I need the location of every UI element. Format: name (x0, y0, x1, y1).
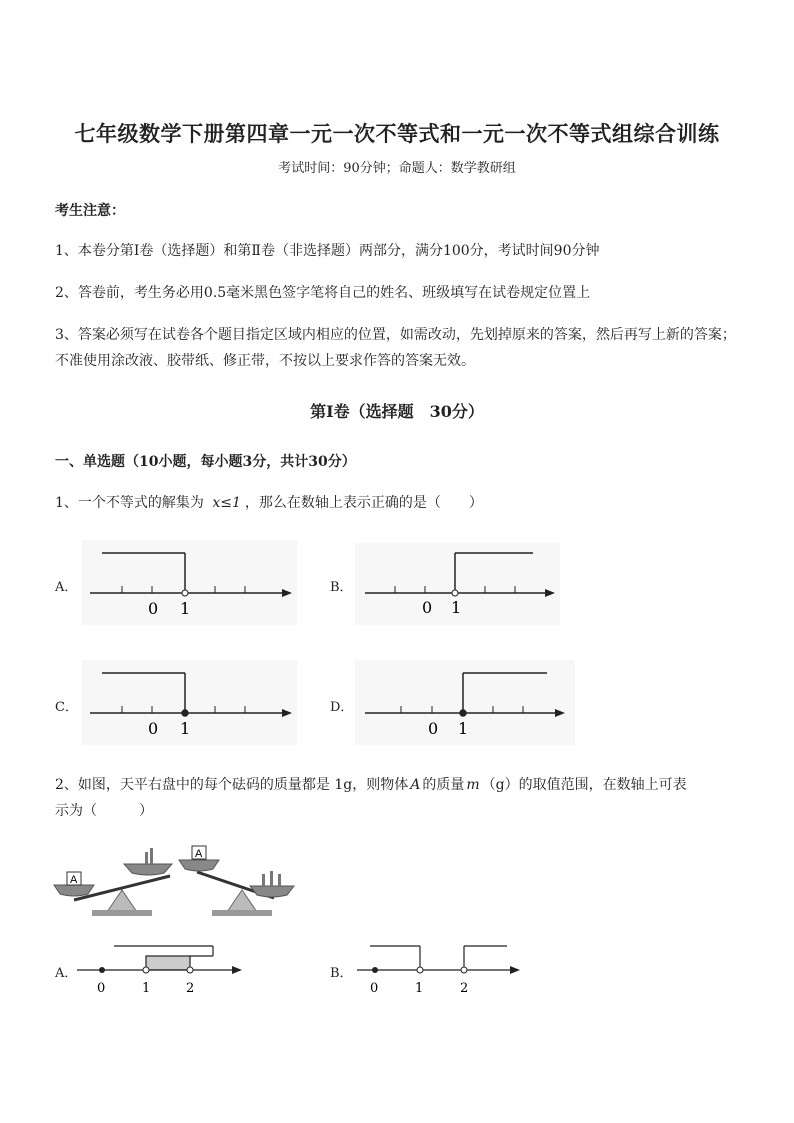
page-subtitle: 考试时间：90分钟；命题人：数学教研组 (278, 161, 516, 176)
tick-label-0: 0 (97, 981, 106, 996)
question-1-stem (55, 490, 745, 516)
tick-label-0: 0 (422, 598, 433, 617)
page-title: 七年级数学下册第四章一元一次不等式和一元一次不等式组综合训练 (74, 121, 720, 146)
q2-option-a-numberline (72, 938, 247, 1000)
question-1-math: x≤1 (212, 495, 241, 511)
tick-label-1: 1 (458, 719, 469, 738)
q1-option-c-numberline (82, 660, 297, 745)
point-1 (143, 967, 149, 973)
closed-point (182, 710, 188, 716)
open-point (182, 590, 188, 596)
part-title: 一、单选题（10小题，每小题3分，共计30分） (55, 454, 356, 470)
note-item-2: 2、答卷前，考生务必用0.5毫米黑色签字笔将自己的姓名、班级填写在试卷规定位置上 (55, 285, 591, 301)
axis-arrow (282, 709, 292, 717)
question-2-text-c: （g）的取值范围，在数轴上可表 (481, 777, 687, 793)
note-item-3: 3、答案必须写在试卷各个题目指定区域内相应的位置，如需改动，先划掉原来的答案，然后再写上新的答案；不准使用涂改液、胶带纸、修正带，不按以上要求作答的答案无效。 (55, 327, 736, 369)
balance-scale-left (54, 848, 172, 916)
tick-label-0: 0 (148, 719, 159, 738)
point-2 (187, 967, 193, 973)
question-2-var-m: m (466, 777, 480, 793)
question-2-stem-line1 (55, 772, 745, 798)
tick-label-1: 1 (415, 981, 424, 996)
q2-option-b-label[interactable]: B． (330, 966, 353, 981)
tick-label-2: 2 (460, 981, 469, 996)
axis-arrow (545, 589, 555, 597)
notes-heading: 考生注意： (55, 203, 125, 219)
axis-arrow (282, 589, 292, 597)
point-0 (99, 967, 105, 973)
point-2 (461, 967, 467, 973)
question-2-text-a: 2、如图，天平右盘中的每个砝码的质量都是 1g，则物体 (55, 777, 409, 793)
q1-option-b-label[interactable]: B． (330, 580, 353, 595)
note-item-1: 1、本卷分第Ⅰ卷（选择题）和第Ⅱ卷（非选择题）两部分，满分100分，考试时间90分钟 (55, 243, 600, 259)
open-point (452, 590, 458, 596)
q1-option-d-numberline (355, 660, 575, 745)
point-1 (417, 967, 423, 973)
section-title: 第Ⅰ卷（选择题 30分） (310, 402, 484, 421)
q1-option-a-label[interactable]: A． (55, 580, 78, 595)
question-2-var-a: A (410, 777, 421, 793)
question-2-stem-line2: 示为（ ） (55, 803, 153, 819)
tick-label-0: 0 (148, 599, 159, 618)
q2-option-b-numberline (352, 938, 527, 1000)
question-2-text-b: 的质量 (422, 777, 465, 793)
object-a-label: A (195, 848, 203, 860)
q1-option-d-label[interactable]: D． (330, 700, 354, 715)
closed-point (460, 710, 466, 716)
axis-arrow (232, 966, 242, 974)
q1-option-a-numberline (82, 540, 297, 625)
tick-label-0: 0 (428, 719, 439, 738)
tick-label-2: 2 (186, 981, 195, 996)
object-a-label: A (70, 874, 78, 886)
q1-option-c-label[interactable]: C． (55, 700, 78, 715)
q1-option-b-numberline (355, 543, 560, 625)
tick-label-0: 0 (370, 981, 379, 996)
tick-label-1: 1 (451, 598, 462, 617)
axis-arrow (510, 966, 520, 974)
balance-scale-right (179, 846, 294, 916)
point-0 (372, 967, 378, 973)
balance-scales-figure (52, 842, 297, 920)
axis-arrow (555, 709, 565, 717)
tick-label-1: 1 (180, 599, 191, 618)
q2-option-a-label[interactable]: A． (55, 966, 78, 981)
tick-label-1: 1 (180, 719, 191, 738)
shaded-interval (146, 956, 190, 970)
tick-label-1: 1 (142, 981, 151, 996)
question-1-suffix: ，那么在数轴上表示正确的是（ ） (244, 495, 483, 511)
question-1-prefix: 1、一个不等式的解集为 (55, 495, 204, 511)
